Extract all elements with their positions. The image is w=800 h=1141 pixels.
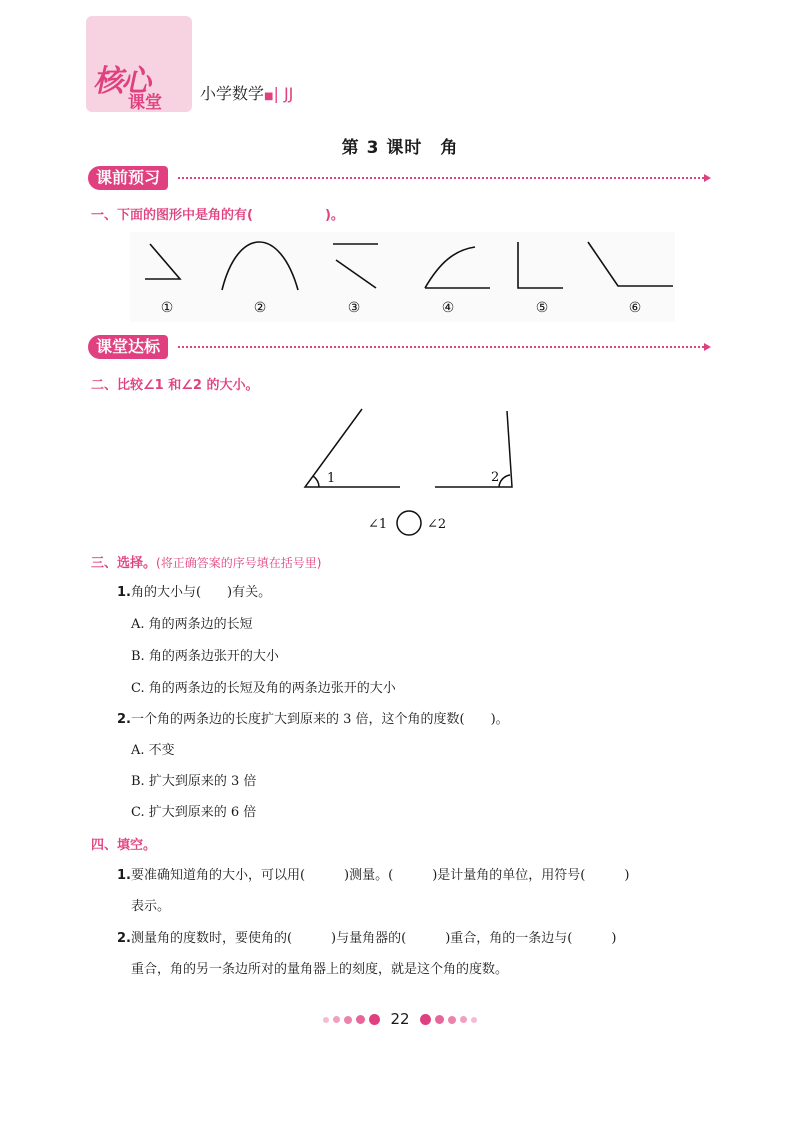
page-number: 22 [390, 1010, 410, 1028]
angle-2-lines [435, 411, 512, 487]
section-banner-classroom: 课堂达标 [88, 335, 168, 359]
figure-label-4: ④ [441, 300, 455, 316]
figure-label-6: ⑥ [628, 300, 642, 316]
logo-main-text: 核心 [91, 64, 155, 99]
dot-icon [356, 1015, 365, 1024]
q1-label: 一、下面的图形中是角的有( [91, 208, 253, 223]
q3-item-2 [117, 708, 509, 727]
figure-label-5: ⑤ [535, 300, 549, 316]
figure-6-obtuse-angle [588, 242, 673, 286]
angle-1-arc [313, 476, 319, 487]
angle-2-arc [499, 475, 510, 487]
separator-bar: | [273, 84, 279, 103]
figure-4-curve-angle [425, 247, 490, 288]
figure-label-2: ② [253, 300, 267, 316]
compare-left: ∠1 [368, 517, 388, 532]
section-divider-classroom [178, 346, 704, 348]
dot-icon [471, 1017, 477, 1023]
dot-icon [460, 1016, 467, 1023]
q4-item-2 [117, 927, 616, 946]
q4-item-1-line1: 要准确知道角的大小，可以用( )测量。( )是计量角的单位，用符号( ) [130, 868, 630, 883]
q2-heading: 二、比较∠1 和∠2 的大小。 [91, 378, 259, 393]
logo-sub-text: 课堂 [128, 93, 162, 113]
dot-icon [448, 1016, 456, 1024]
q3-item-1 [117, 581, 271, 600]
q1-heading [91, 204, 344, 223]
q3-item-2-option-b: B. 扩大到原来的 3 倍 [131, 774, 257, 789]
q4-item-1 [117, 864, 629, 883]
q4-heading: 四、填空。 [91, 838, 157, 853]
divider-arrow-icon [704, 343, 711, 351]
q3-note: (将正确答案的序号填在括号里) [156, 556, 322, 570]
q4-item-2-line1: 测量角的度数时，要使角的( )与量角器的( )重合，角的一条边与( ) [130, 931, 617, 946]
figure-label-3: ③ [347, 300, 361, 316]
q4-item-1-num: 1. [117, 868, 131, 883]
subject-header [200, 81, 293, 104]
q3-item-1-option-c: C. 角的两条边的长短及角的两条边张开的大小 [131, 681, 396, 696]
page-footer [0, 1010, 800, 1028]
dot-icon [435, 1015, 444, 1024]
figure-2-curve [222, 242, 298, 290]
figure-3-line-bottom [336, 260, 376, 288]
q3-item-1-text: 角的大小与( )有关。 [130, 585, 272, 600]
dot-icon [323, 1017, 329, 1023]
subject-label: 小学数学 [200, 84, 265, 103]
dot-icon [333, 1016, 340, 1023]
q4-item-1-line2: 表示。 [131, 899, 171, 914]
q3-item-1-num: 1. [117, 585, 131, 600]
section-divider-preview [178, 177, 704, 179]
q3-item-2-text: 一个角的两条边的长度扩大到原来的 3 倍，这个角的度数( )。 [130, 712, 509, 727]
q3-item-2-option-a: A. 不变 [131, 743, 175, 758]
q4-item-2-num: 2. [117, 931, 131, 946]
dot-icon [344, 1016, 352, 1024]
q3-item-1-option-b: B. 角的两条边张开的大小 [131, 649, 279, 664]
q3-heading [91, 552, 321, 571]
section-banner-preview: 课前预习 [88, 166, 168, 190]
angle-2-label: 2 [491, 470, 500, 485]
figure-1-angle [145, 244, 180, 279]
separator-dots-icon: ■ [264, 91, 274, 102]
divider-arrow-icon [704, 174, 711, 182]
compare-right: ∠2 [427, 517, 447, 532]
figure-5-right-angle [518, 242, 563, 288]
angle-1-label: 1 [327, 471, 336, 486]
dot-icon [420, 1014, 431, 1025]
series-label: JJ [283, 84, 294, 103]
q3-label: 三、选择。 [91, 556, 157, 571]
q4-item-2-line2: 重合，角的另一条边所对的量角器上的刻度，就是这个角的度数。 [131, 962, 509, 977]
figure-label-1: ① [160, 300, 174, 316]
q3-item-2-option-c: C. 扩大到原来的 6 倍 [131, 805, 257, 820]
q3-item-1-option-a: A. 角的两条边的长短 [131, 617, 253, 632]
q2-figure [290, 402, 530, 542]
q1-label-end: )。 [324, 208, 344, 223]
q3-item-2-num: 2. [117, 712, 131, 727]
angle-1-lines [305, 409, 400, 487]
q1-figures [130, 232, 675, 322]
comparison-circle [397, 511, 421, 535]
lesson-title: 第 3 课时 角 [341, 138, 459, 158]
dot-icon [369, 1014, 380, 1025]
